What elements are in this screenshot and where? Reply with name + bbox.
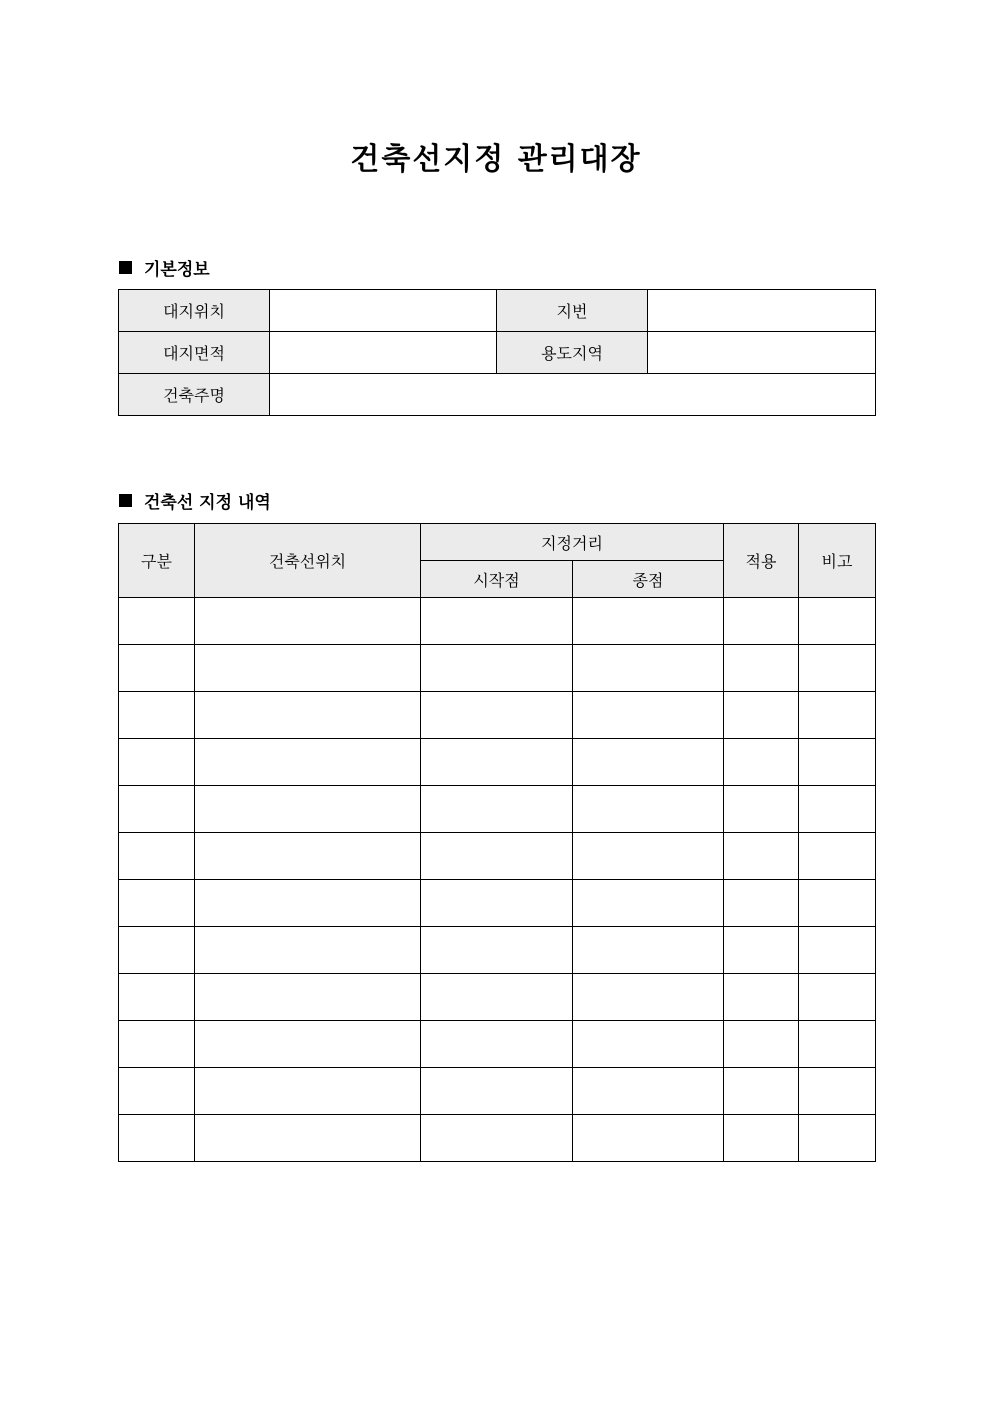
end-point-cell[interactable] xyxy=(573,1068,724,1115)
building-line-location-cell[interactable] xyxy=(195,974,421,1021)
table-row xyxy=(119,332,876,374)
table-row xyxy=(119,833,876,880)
start-point-cell[interactable] xyxy=(421,880,573,927)
end-point-cell[interactable] xyxy=(573,1021,724,1068)
building-owner-label: 건축주명 xyxy=(119,374,270,416)
end-point-cell[interactable] xyxy=(573,1115,724,1162)
applied-cell[interactable] xyxy=(724,1068,799,1115)
remarks-cell[interactable] xyxy=(799,833,876,880)
start-point-cell[interactable] xyxy=(421,833,573,880)
table-row xyxy=(119,927,876,974)
table-row xyxy=(119,739,876,786)
category-cell[interactable] xyxy=(119,927,195,974)
end-point-cell[interactable] xyxy=(573,786,724,833)
building-line-location-cell[interactable] xyxy=(195,833,421,880)
applied-cell[interactable] xyxy=(724,880,799,927)
column-header-end-point: 종점 xyxy=(573,561,724,598)
building-line-location-cell[interactable] xyxy=(195,692,421,739)
site-location-label: 대지위치 xyxy=(119,290,270,332)
building-line-location-cell[interactable] xyxy=(195,739,421,786)
building-line-location-cell[interactable] xyxy=(195,1068,421,1115)
category-cell[interactable] xyxy=(119,974,195,1021)
table-row xyxy=(119,692,876,739)
column-header-building-line-location: 건축선위치 xyxy=(195,524,421,598)
applied-cell[interactable] xyxy=(724,786,799,833)
table-row xyxy=(119,598,876,645)
applied-cell[interactable] xyxy=(724,692,799,739)
section-heading-basic-info xyxy=(119,255,210,280)
section-heading-label: 기본정보 xyxy=(144,260,210,280)
zoning-district-label: 용도지역 xyxy=(497,332,648,374)
category-cell[interactable] xyxy=(119,786,195,833)
table-row xyxy=(119,974,876,1021)
remarks-cell[interactable] xyxy=(799,880,876,927)
category-cell[interactable] xyxy=(119,1021,195,1068)
section-heading-label: 건축선 지정 내역 xyxy=(144,493,271,513)
category-cell[interactable] xyxy=(119,739,195,786)
table-row xyxy=(119,786,876,833)
building-line-location-cell[interactable] xyxy=(195,645,421,692)
page-title: 건축선지정 관리대장 xyxy=(350,142,642,177)
building-line-location-cell[interactable] xyxy=(195,880,421,927)
table-row xyxy=(119,374,876,416)
start-point-cell[interactable] xyxy=(421,786,573,833)
site-area-field[interactable] xyxy=(270,332,497,374)
table-row xyxy=(119,645,876,692)
table-header-row xyxy=(119,524,876,561)
remarks-cell[interactable] xyxy=(799,786,876,833)
table-row xyxy=(119,290,876,332)
start-point-cell[interactable] xyxy=(421,1021,573,1068)
start-point-cell[interactable] xyxy=(421,739,573,786)
category-cell[interactable] xyxy=(119,833,195,880)
start-point-cell[interactable] xyxy=(421,974,573,1021)
remarks-cell[interactable] xyxy=(799,927,876,974)
building-line-location-cell[interactable] xyxy=(195,786,421,833)
end-point-cell[interactable] xyxy=(573,598,724,645)
remarks-cell[interactable] xyxy=(799,645,876,692)
category-cell[interactable] xyxy=(119,692,195,739)
applied-cell[interactable] xyxy=(724,739,799,786)
applied-cell[interactable] xyxy=(724,833,799,880)
building-line-location-cell[interactable] xyxy=(195,1115,421,1162)
applied-cell[interactable] xyxy=(724,598,799,645)
end-point-cell[interactable] xyxy=(573,692,724,739)
site-location-field[interactable] xyxy=(270,290,497,332)
start-point-cell[interactable] xyxy=(421,598,573,645)
end-point-cell[interactable] xyxy=(573,645,724,692)
table-row xyxy=(119,1068,876,1115)
end-point-cell[interactable] xyxy=(573,927,724,974)
designation-table xyxy=(118,523,876,1162)
remarks-cell[interactable] xyxy=(799,974,876,1021)
remarks-cell[interactable] xyxy=(799,739,876,786)
category-cell[interactable] xyxy=(119,880,195,927)
remarks-cell[interactable] xyxy=(799,1068,876,1115)
column-header-applied: 적용 xyxy=(724,524,799,598)
end-point-cell[interactable] xyxy=(573,880,724,927)
column-header-start-point: 시작점 xyxy=(421,561,573,598)
applied-cell[interactable] xyxy=(724,1115,799,1162)
applied-cell[interactable] xyxy=(724,1021,799,1068)
start-point-cell[interactable] xyxy=(421,927,573,974)
start-point-cell[interactable] xyxy=(421,692,573,739)
designation-table-body xyxy=(119,598,876,1162)
basic-info-table xyxy=(118,289,876,416)
category-cell[interactable] xyxy=(119,1068,195,1115)
end-point-cell[interactable] xyxy=(573,974,724,1021)
remarks-cell[interactable] xyxy=(799,692,876,739)
end-point-cell[interactable] xyxy=(573,833,724,880)
zoning-district-field[interactable] xyxy=(648,332,876,374)
remarks-cell[interactable] xyxy=(799,598,876,645)
column-header-designated-distance: 지정거리 xyxy=(421,524,724,561)
category-cell[interactable] xyxy=(119,645,195,692)
end-point-cell[interactable] xyxy=(573,739,724,786)
start-point-cell[interactable] xyxy=(421,1115,573,1162)
start-point-cell[interactable] xyxy=(421,1068,573,1115)
remarks-cell[interactable] xyxy=(799,1115,876,1162)
building-line-location-cell[interactable] xyxy=(195,598,421,645)
start-point-cell[interactable] xyxy=(421,645,573,692)
applied-cell[interactable] xyxy=(724,974,799,1021)
category-cell[interactable] xyxy=(119,1115,195,1162)
lot-number-label: 지번 xyxy=(497,290,648,332)
category-cell[interactable] xyxy=(119,598,195,645)
column-header-category: 구분 xyxy=(119,524,195,598)
column-header-remarks: 비고 xyxy=(799,524,876,598)
applied-cell[interactable] xyxy=(724,927,799,974)
building-line-location-cell[interactable] xyxy=(195,927,421,974)
building-line-location-cell[interactable] xyxy=(195,1021,421,1068)
table-row xyxy=(119,1115,876,1162)
remarks-cell[interactable] xyxy=(799,1021,876,1068)
square-bullet-icon xyxy=(119,261,132,274)
table-row xyxy=(119,1021,876,1068)
lot-number-field[interactable] xyxy=(648,290,876,332)
applied-cell[interactable] xyxy=(724,645,799,692)
section-heading-designation xyxy=(119,488,271,513)
square-bullet-icon xyxy=(119,494,132,507)
table-row xyxy=(119,880,876,927)
site-area-label: 대지면적 xyxy=(119,332,270,374)
building-owner-field[interactable] xyxy=(270,374,876,416)
